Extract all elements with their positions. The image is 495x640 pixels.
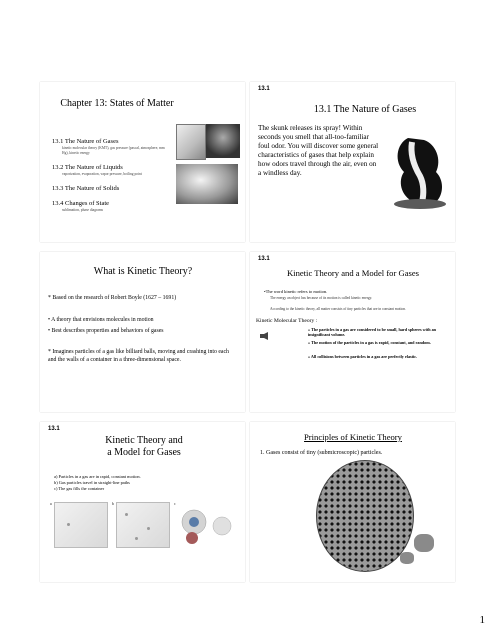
kmt-point: » The particles in a gas are considered to be small, hard spheres with an insignificant volume. <box>308 327 437 337</box>
principle-text: 1. Gases consist of tiny (submicroscopic) particles. <box>260 450 383 456</box>
figure-label: b <box>112 502 114 506</box>
slide-body: The skunk releases its spray! Within seconds you smell that all-too-familiar foul odor. You will discover some general characteristics of gases that help explain how odors travel through the air, even on a windless day. <box>258 124 379 177</box>
page-number: 1 <box>479 614 485 626</box>
title-line: Kinetic Theory and <box>105 435 183 446</box>
kinetic-definition: •The word kinetic refers to motion. <box>264 289 328 294</box>
paragraph-billiard: * Imagines particles of a gas like billiard balls, moving and crashing into each and the walls of a container in a three-dimensional space. <box>48 349 229 363</box>
figure-label: c <box>174 502 176 506</box>
slide-title: Chapter 13: States of Matter <box>60 98 174 109</box>
gas-particle <box>135 537 138 540</box>
slide-title: Principles of Kinetic Theory <box>304 432 402 442</box>
slide-title: 13.1 The Nature of Gases <box>313 104 417 115</box>
bullet-text: Best describes properties and behaviors of gases <box>51 328 164 334</box>
slide-title: Kinetic Theory and a Model for Gases <box>286 268 420 278</box>
molecule-diagram <box>178 504 238 548</box>
paragraph-boyle: * Based on the research of Robert Boyle (1627 – 1691) <box>48 295 177 301</box>
steam-photo <box>176 164 238 204</box>
kinetic-energy-note: The energy an object has because of its motion is called kinetic energy. <box>270 296 373 300</box>
rock-fragment <box>400 552 414 564</box>
slide-chapter-overview <box>40 82 245 242</box>
speaker-icon <box>260 332 270 340</box>
slide-title <box>80 435 208 459</box>
slide-what-is-kinetic-theory <box>40 252 245 412</box>
gas-particle <box>67 523 70 526</box>
slide-principles <box>250 422 455 582</box>
slide-title: What is Kinetic Theory? <box>93 266 193 277</box>
skunk-photo <box>390 132 450 210</box>
kmt-point: » All collisions between particles in a gas are perfectly elastic. <box>308 354 418 359</box>
model-list <box>54 474 141 492</box>
toc-heading: 13.3 The Nature of Solids <box>52 185 120 192</box>
slide-nature-of-gases <box>250 82 455 242</box>
list-item: b) Gas particles travel in straight-line paths <box>54 480 130 485</box>
kmt-point: » The motion of the particles in a gas is rapid, constant, and random. <box>308 340 431 345</box>
gas-particle <box>147 527 150 530</box>
gas-particle <box>125 513 128 516</box>
ice-cube-photo <box>176 124 206 160</box>
slide-kinetic-model <box>250 252 455 412</box>
kmt-point-text: The particles in a gas are considered to be small, hard spheres with an insignificant volume. <box>308 327 437 337</box>
list-item: c) The gas fills the container <box>54 486 105 491</box>
toc-heading: 13.1 The Nature of Gases <box>52 138 119 145</box>
section-tag: 13.1 <box>258 86 270 92</box>
slide-gas-model-figure <box>40 422 245 582</box>
rock-fragment <box>414 534 434 552</box>
kmt-point-text: The motion of the particles in a gas is rapid, constant, and random. <box>311 340 431 345</box>
dark-liquid-photo <box>206 124 240 158</box>
kinetic-theory-note: According to the kinetic theory, all matter consists of tiny particles that are in constant motion. <box>270 307 406 311</box>
list-item: a) Particles in a gas are in rapid, constant motion. <box>54 474 141 479</box>
gas-container-a <box>54 502 108 548</box>
bullet-item: • A theory that envisions molecules in motion <box>48 317 154 323</box>
bullet-text: A theory that envisions molecules in motion <box>51 317 154 323</box>
section-tag: 13.1 <box>48 426 60 432</box>
title-line: a Model for Gases <box>107 447 181 458</box>
figure-label: a <box>50 502 52 506</box>
toc-heading: 13.2 The Nature of Liquids <box>52 164 123 171</box>
kmt-label: Kinetic Molecular Theory : <box>256 318 318 324</box>
toc-subtext: kinetic molecular theory (KMT), gas pressure (pascal, atmosphere, mm Hg), kinetic energy <box>62 146 165 155</box>
kmt-point-text: All collisions between particles in a gas are perfectly elastic. <box>310 354 418 359</box>
toc-subtext: sublimation, phase diagrams <box>62 208 104 212</box>
gas-container-b <box>116 502 170 548</box>
bullet-item: • Best describes properties and behaviors of gases <box>48 328 164 334</box>
table-of-contents <box>52 130 170 213</box>
toc-subtext: vaporization, evaporation, vapor pressure, boiling point <box>62 172 142 176</box>
toc-heading: 13.4 Changes of State <box>52 200 110 207</box>
section-tag: 13.1 <box>258 256 270 262</box>
